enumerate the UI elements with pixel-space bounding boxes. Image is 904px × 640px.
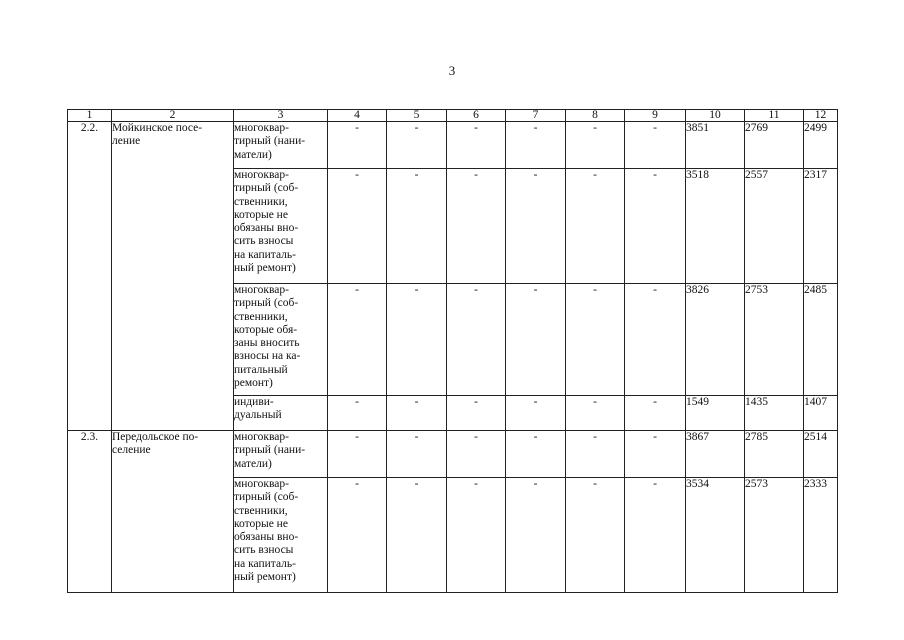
empty-value-cell: -	[328, 478, 387, 593]
column-number-cell: 1	[68, 110, 112, 122]
empty-value-cell: -	[566, 431, 625, 478]
empty-value-cell: -	[625, 396, 686, 431]
empty-value-cell: -	[625, 284, 686, 396]
empty-value-cell: -	[566, 478, 625, 593]
tariff-table	[67, 109, 838, 593]
empty-value-cell: -	[328, 431, 387, 478]
tariff-value-cell: 2317	[804, 169, 838, 284]
column-number-cell: 4	[328, 110, 387, 122]
housing-type-cell: многоквар- тирный (соб- ственники, которые не обязаны вно- сить взносы на капиталь- ный ремонт)	[234, 169, 328, 284]
column-number-cell: 9	[625, 110, 686, 122]
empty-value-cell: -	[566, 396, 625, 431]
column-number-cell: 10	[686, 110, 745, 122]
column-number-cell: 6	[447, 110, 506, 122]
housing-type-cell: многоквар- тирный (соб- ственники, которые обя- заны вносить взносы на ка- питальный ремонт)	[234, 284, 328, 396]
tariff-value-cell: 2557	[745, 169, 804, 284]
tariff-value-cell: 2573	[745, 478, 804, 593]
empty-value-cell: -	[625, 169, 686, 284]
empty-value-cell: -	[447, 122, 506, 169]
item-number-cell: 2.3.	[68, 431, 112, 593]
empty-value-cell: -	[625, 431, 686, 478]
tariff-value-cell: 2785	[745, 431, 804, 478]
empty-value-cell: -	[566, 284, 625, 396]
empty-value-cell: -	[625, 478, 686, 593]
empty-value-cell: -	[506, 169, 566, 284]
empty-value-cell: -	[328, 169, 387, 284]
tariff-value-cell: 3826	[686, 284, 745, 396]
tariff-value-cell: 3867	[686, 431, 745, 478]
empty-value-cell: -	[566, 169, 625, 284]
settlement-name-cell: Передольское по- селение	[112, 431, 234, 593]
empty-value-cell: -	[387, 284, 447, 396]
empty-value-cell: -	[328, 396, 387, 431]
tariff-value-cell: 2333	[804, 478, 838, 593]
housing-type-cell: многоквар- тирный (соб- ственники, которые не обязаны вно- сить взносы на капиталь- ный ремонт)	[234, 478, 328, 593]
housing-type-cell: многоквар- тирный (нани- матели)	[234, 431, 328, 478]
tariff-value-cell: 3851	[686, 122, 745, 169]
table-row	[68, 431, 838, 478]
empty-value-cell: -	[447, 478, 506, 593]
table-row	[68, 122, 838, 169]
empty-value-cell: -	[506, 478, 566, 593]
empty-value-cell: -	[387, 396, 447, 431]
column-number-cell: 3	[234, 110, 328, 122]
column-number-row	[68, 110, 838, 122]
tariff-value-cell: 3534	[686, 478, 745, 593]
empty-value-cell: -	[447, 169, 506, 284]
empty-value-cell: -	[506, 431, 566, 478]
tariff-value-cell: 2514	[804, 431, 838, 478]
empty-value-cell: -	[328, 122, 387, 169]
column-number-cell: 7	[506, 110, 566, 122]
tariff-value-cell: 1435	[745, 396, 804, 431]
housing-type-cell: индиви- дуальный	[234, 396, 328, 431]
item-number-cell: 2.2.	[68, 122, 112, 431]
tariff-value-cell: 2485	[804, 284, 838, 396]
empty-value-cell: -	[387, 169, 447, 284]
empty-value-cell: -	[387, 478, 447, 593]
empty-value-cell: -	[566, 122, 625, 169]
empty-value-cell: -	[447, 431, 506, 478]
tariff-value-cell: 1407	[804, 396, 838, 431]
empty-value-cell: -	[447, 396, 506, 431]
settlement-name-cell: Мойкинское посе- ление	[112, 122, 234, 431]
tariff-value-cell: 2769	[745, 122, 804, 169]
column-number-cell: 8	[566, 110, 625, 122]
column-number-cell: 11	[745, 110, 804, 122]
empty-value-cell: -	[447, 284, 506, 396]
page-number: 3	[448, 63, 456, 78]
empty-value-cell: -	[506, 122, 566, 169]
column-number-cell: 5	[387, 110, 447, 122]
column-number-cell: 12	[804, 110, 838, 122]
empty-value-cell: -	[625, 122, 686, 169]
housing-type-cell: многоквар- тирный (нани- матели)	[234, 122, 328, 169]
empty-value-cell: -	[328, 284, 387, 396]
empty-value-cell: -	[387, 122, 447, 169]
tariff-value-cell: 1549	[686, 396, 745, 431]
tariff-value-cell: 2753	[745, 284, 804, 396]
empty-value-cell: -	[506, 396, 566, 431]
column-number-cell: 2	[112, 110, 234, 122]
tariff-value-cell: 2499	[804, 122, 838, 169]
tariff-value-cell: 3518	[686, 169, 745, 284]
empty-value-cell: -	[506, 284, 566, 396]
empty-value-cell: -	[387, 431, 447, 478]
